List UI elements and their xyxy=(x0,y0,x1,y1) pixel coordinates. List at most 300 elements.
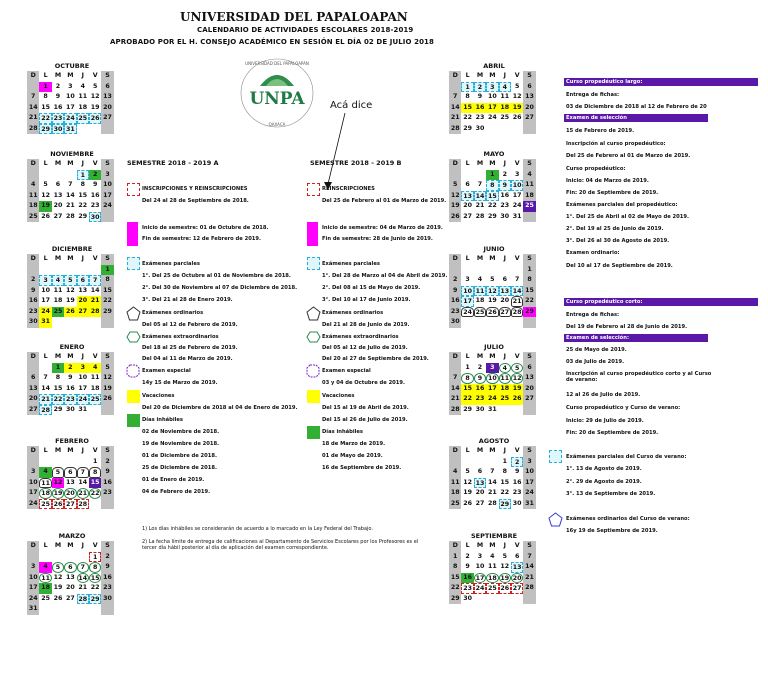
calendar-day xyxy=(89,265,101,276)
calendar-day: 7 xyxy=(523,552,535,563)
weekday-header: J xyxy=(81,160,84,167)
calendar-day: 9 xyxy=(55,93,61,100)
corto-line-10: Exámenes parciales del Curso de verano: xyxy=(566,454,687,460)
calendar-day: 1 xyxy=(465,363,470,371)
calendar-day: 6 xyxy=(477,468,483,475)
calendar-day: 6 xyxy=(101,82,113,93)
calendar-day: 28 xyxy=(41,406,50,414)
calendar-day xyxy=(27,265,39,276)
calendar-day: 20 xyxy=(512,574,522,582)
calendar-day: 20 xyxy=(65,490,75,497)
calendar-day: 8 xyxy=(502,468,507,475)
calendar-day: 20 xyxy=(101,103,113,114)
calendar-day: 14 xyxy=(475,192,485,200)
calendar-day: 14 xyxy=(41,384,50,392)
calendar-day xyxy=(449,265,461,276)
weekday-header: M xyxy=(54,160,62,167)
calendar-day: 5 xyxy=(449,180,461,191)
calendar-day: 3 xyxy=(77,363,89,374)
calendar-day: 14 xyxy=(78,574,88,582)
calendar-day: 11 xyxy=(41,574,50,582)
calendar-day: 18 xyxy=(475,297,485,304)
calendar-day: 17 xyxy=(101,191,113,202)
weekday-header: V xyxy=(514,542,520,549)
corto-line-13: 3°. 13 de Septiembre de 2019. xyxy=(566,491,656,497)
inhabil-a-4: 25 de Diciembre de 2018. xyxy=(142,465,217,471)
calendar-day xyxy=(27,552,39,563)
calendar-day: 9 xyxy=(101,467,113,478)
calendar-day: 18 xyxy=(499,384,511,395)
calendar-day: 28 xyxy=(27,124,39,135)
calendar-day xyxy=(486,265,498,276)
calendar-day: 1 xyxy=(92,457,98,465)
calendar-day: 27 xyxy=(27,405,39,416)
calendar-day xyxy=(77,317,89,328)
calendar-day: 20 xyxy=(65,584,75,591)
calendar-day xyxy=(101,405,113,416)
weekday-header: S xyxy=(523,446,535,457)
calendar-day: 21 xyxy=(89,296,101,307)
calendar-day: 15 xyxy=(449,573,461,584)
calendar-day: 4 xyxy=(477,276,483,283)
calendar-day: 23 xyxy=(53,115,63,122)
calendar-day xyxy=(474,457,486,468)
calendar-day: 10 xyxy=(487,375,497,382)
calendar-day: 4 xyxy=(490,552,495,560)
calendar-octubre xyxy=(27,62,117,134)
calendar-diciembre xyxy=(27,245,117,328)
weekday-header: J xyxy=(503,353,506,360)
calendar-day: 25 xyxy=(27,212,39,223)
weekday-header: V xyxy=(92,160,98,167)
calendar-day: 30 xyxy=(475,124,485,132)
weekday-header: S xyxy=(523,254,535,265)
weekday-header: D xyxy=(27,541,39,552)
calendar-day: 30 xyxy=(463,594,472,602)
calendar-day: 6 xyxy=(523,363,535,374)
calendar-mayo xyxy=(449,150,539,222)
calendar-day xyxy=(52,317,64,328)
corto-line-4: 03 de Julio de 2019. xyxy=(566,359,625,365)
calendar-day: 14 xyxy=(78,478,88,486)
semester-a xyxy=(127,160,307,167)
calendar-day: 24 xyxy=(101,201,113,212)
calendar-day xyxy=(461,170,473,181)
calendar-day: 19 xyxy=(500,574,510,582)
calendar-day: 26 xyxy=(41,212,50,220)
logo-ring-top: UNIVERSIDAD DEL PAPALOAPAN xyxy=(245,61,309,66)
corto-seleccion-header: Examen de selección: xyxy=(564,334,708,342)
calendar-day: 8 xyxy=(465,93,470,100)
calendar-day: 26 xyxy=(500,585,510,592)
calendar-day: 17 xyxy=(27,488,39,499)
calendar-day: 15 xyxy=(90,574,100,582)
weekday-header: S xyxy=(101,254,113,265)
legend-parciales-box xyxy=(127,257,140,270)
ordinarios-a-date: Del 05 al 12 de Febrero de 2019. xyxy=(142,322,238,328)
calendar-day: 16 xyxy=(461,573,473,584)
calendar-day: 22 xyxy=(78,202,88,209)
calendar-day: 14 xyxy=(449,103,461,114)
calendar-day: 26 xyxy=(463,499,472,507)
calendar-day: 6 xyxy=(465,181,470,188)
weekday-header: S xyxy=(101,159,113,170)
calendar-day: 9 xyxy=(92,181,98,188)
calendar-day: 14 xyxy=(523,562,535,573)
calendar-day: 10 xyxy=(27,478,39,489)
calendar-day: 2 xyxy=(101,457,113,468)
calendar-noviembre xyxy=(27,150,117,222)
month-grid xyxy=(27,446,117,509)
legend-inscripciones-box xyxy=(127,183,140,196)
calendar-day: 5 xyxy=(92,82,98,90)
legend-parciales: Exámenes parciales xyxy=(142,261,200,267)
calendar-day xyxy=(474,265,486,276)
weekday-header: J xyxy=(503,542,506,549)
calendar-day xyxy=(52,457,64,468)
calendar-day: 26 xyxy=(512,114,522,121)
month-grid xyxy=(449,71,539,134)
weekday-header: D xyxy=(27,71,39,82)
annotation-arrow xyxy=(310,110,350,190)
calendar-day: 13 xyxy=(475,479,485,487)
legend-vacaciones-b: Vacaciones xyxy=(322,393,355,399)
calendar-day: 4 xyxy=(80,82,85,90)
weekday-header: M xyxy=(476,72,484,79)
weekday-header: V xyxy=(514,255,520,262)
calendar-day: 11 xyxy=(475,287,485,295)
calendar-day: 4 xyxy=(39,467,51,478)
calendar-day: 4 xyxy=(89,363,101,374)
calendar-day: 6 xyxy=(502,276,507,283)
calendar-day: 22 xyxy=(461,394,473,405)
calendar-day xyxy=(461,317,473,328)
calendar-day: 28 xyxy=(487,499,497,507)
weekday-header: J xyxy=(503,72,506,79)
calendar-day: 10 xyxy=(487,93,497,100)
legend-vacaciones: Vacaciones xyxy=(142,393,175,399)
corto-line-14: Exámenes ordinarios del Curso de verano: xyxy=(566,516,690,522)
weekday-header: M xyxy=(67,72,74,79)
calendar-day: 5 xyxy=(502,552,507,560)
especial-a-date: 14y 15 de Marzo de 2019. xyxy=(142,380,218,386)
calendar-day: 4 xyxy=(449,467,461,478)
calendar-agosto xyxy=(449,437,539,509)
calendar-day: 10 xyxy=(27,573,39,584)
calendar-day: 29 xyxy=(53,405,63,413)
calendar-day: 12 xyxy=(52,478,64,489)
calendar-abril xyxy=(449,62,539,134)
semester-b-title: SEMESTRE 2018 - 2019 B xyxy=(310,159,402,167)
calendar-day: 2 xyxy=(465,552,470,560)
calendar-day: 10 xyxy=(65,93,75,100)
month-grid xyxy=(27,352,117,415)
weekday-header: V xyxy=(514,160,520,167)
calendar-day: 6 xyxy=(514,552,520,560)
calendar-day: 15 xyxy=(461,103,473,114)
calendar-day: 19 xyxy=(101,384,113,395)
calendar-day: 4 xyxy=(52,275,64,286)
calendar-day: 16 xyxy=(27,296,39,307)
weekday-header: L xyxy=(465,542,470,549)
calendar-day: 31 xyxy=(512,212,522,220)
calendar-day xyxy=(449,363,461,374)
calendar-day: 5 xyxy=(490,276,495,283)
calendar-day: 28 xyxy=(78,595,88,603)
calendar-day: 28 xyxy=(449,405,461,416)
calendar-day: 29 xyxy=(463,405,472,413)
legend-parciales-b-box xyxy=(307,257,320,270)
calendar-day xyxy=(523,594,535,605)
calendar-day: 20 xyxy=(475,489,485,496)
calendar-day: 29 xyxy=(41,125,50,133)
calendar-day xyxy=(52,265,64,276)
weekday-header: M xyxy=(54,447,62,454)
calendar-day: 30 xyxy=(27,317,39,328)
parcial-b-2: 2°. Del 08 al 15 de Mayo de 2019. xyxy=(322,285,421,291)
calendar-day xyxy=(77,457,89,468)
weekday-header: M xyxy=(54,72,62,79)
month-name: FEBRERO xyxy=(55,437,89,445)
calendar-day: 3 xyxy=(486,363,498,374)
calendar-day xyxy=(27,170,39,181)
calendar-day: 6 xyxy=(64,562,76,573)
calendar-day: 31 xyxy=(523,499,535,510)
calendar-day: 1 xyxy=(449,552,461,563)
calendar-day xyxy=(486,457,498,468)
calendar-day xyxy=(64,317,76,328)
calendar-day: 10 xyxy=(523,467,535,478)
calendar-day: 17 xyxy=(475,574,485,582)
weekday-header: D xyxy=(27,254,39,265)
calendar-day: 1 xyxy=(52,363,64,374)
calendar-day xyxy=(64,604,76,615)
calendar-day: 8 xyxy=(89,467,101,478)
calendar-day: 12 xyxy=(463,478,472,486)
calendar-day: 24 xyxy=(512,202,522,209)
legend-examen-especial-b: Examen especial xyxy=(322,368,371,374)
calendar-day xyxy=(511,405,523,416)
calendar-day: 1 xyxy=(77,170,89,181)
weekday-header: M xyxy=(489,255,496,262)
calendar-day: 15 xyxy=(487,192,497,200)
calendar-day xyxy=(39,265,51,276)
weekday-header: V xyxy=(514,353,520,360)
calendar-day: 15 xyxy=(53,384,63,392)
weekday-header: M xyxy=(54,542,62,549)
inhabil-a-1: 02 de Noviembre de 2018. xyxy=(142,429,220,435)
calendar-day: 7 xyxy=(490,468,495,475)
weekday-header: J xyxy=(503,255,506,262)
calendar-day: 28 xyxy=(65,212,75,220)
calendar-day: 31 xyxy=(39,317,51,328)
weekday-header: D xyxy=(27,159,39,170)
calendar-day: 28 xyxy=(89,307,101,318)
calendar-day: 21 xyxy=(475,202,485,209)
weekday-header: D xyxy=(449,254,461,265)
calendar-day: 21 xyxy=(523,573,535,584)
legend-extra-hexagon xyxy=(126,331,141,343)
especial-b-date: 03 y 04 de Octubre de 2019. xyxy=(322,380,405,386)
calendar-day: 7 xyxy=(77,562,89,573)
calendar-day: 31 xyxy=(27,604,39,615)
calendar-day: 26 xyxy=(449,212,461,223)
calendar-day xyxy=(27,457,39,468)
legend-vacaciones-box xyxy=(127,390,140,403)
calendar-day xyxy=(101,212,113,223)
calendar-day: 22 xyxy=(101,296,113,307)
calendar-day: 22 xyxy=(90,584,100,591)
calendar-day: 20 xyxy=(77,296,89,307)
calendar-day: 8 xyxy=(55,374,61,381)
calendar-day: 10 xyxy=(512,182,522,189)
calendar-day: 6 xyxy=(27,373,39,384)
calendar-day xyxy=(486,317,498,328)
calendar-day: 1 xyxy=(486,170,498,181)
approval-line: APROBADO POR EL H. CONSEJO ACADÉMICO EN SESIÓN EL DÍA 02 DE JULIO 2018 xyxy=(110,38,434,46)
calendar-day: 25 xyxy=(41,500,50,508)
weekday-header: D xyxy=(449,71,461,82)
calendar-day xyxy=(474,594,486,605)
calendar-day: 2 xyxy=(27,275,39,286)
calendar-day: 8 xyxy=(486,180,498,191)
calendar-day: 30 xyxy=(475,405,485,413)
weekday-header: J xyxy=(81,542,84,549)
calendar-day: 1 xyxy=(502,457,507,465)
calendar-day: 10 xyxy=(41,286,50,294)
calendar-day xyxy=(101,124,113,135)
calendar-day: 5 xyxy=(64,275,76,286)
corto-line-7: Curso propedéutico y Curso de verano: xyxy=(566,405,681,411)
calendar-day: 14 xyxy=(449,384,461,395)
weekday-header: S xyxy=(523,159,535,170)
calendar-day: 19 xyxy=(53,490,63,497)
calendar-day: 7 xyxy=(77,467,89,478)
annotation-text: Acá dice xyxy=(330,100,373,111)
calendar-day xyxy=(523,212,535,223)
calendar-day: 17 xyxy=(65,103,75,111)
weekday-header: V xyxy=(92,353,98,360)
calendar-day xyxy=(486,594,498,605)
weekday-header: J xyxy=(81,255,84,262)
calendar-day: 11 xyxy=(27,191,39,202)
month-name: MAYO xyxy=(483,150,505,158)
calendar-day: 30 xyxy=(53,125,63,133)
calendar-day: 3 xyxy=(39,275,51,286)
calendar-day: 8 xyxy=(43,93,48,100)
largo-seleccion-header: Examen de selección xyxy=(564,114,708,122)
legend-inhabiles-b: Días inhábiles xyxy=(322,429,364,435)
weekday-header: L xyxy=(43,72,48,79)
calendar-day: 14 xyxy=(27,103,39,114)
calendar-day: 19 xyxy=(463,489,472,496)
weekday-header: D xyxy=(449,159,461,170)
calendar-day xyxy=(511,594,523,605)
calendar-day: 21 xyxy=(41,396,50,403)
legend-ordinarios-b: Exámenes ordinarios xyxy=(322,310,384,316)
calendar-day xyxy=(39,552,51,563)
largo-line-4: Inscripción al curso propedéutico: xyxy=(566,141,666,147)
calendar-day: 28 xyxy=(475,212,485,220)
calendar-day: 3 xyxy=(68,82,73,90)
corto-line-1: Entrega de fichas: xyxy=(566,312,620,318)
weekday-header: M xyxy=(476,447,484,454)
calendar-day: 7 xyxy=(477,181,483,188)
calendar-day xyxy=(77,265,89,276)
month-grid xyxy=(27,541,117,615)
calendar-day: 5 xyxy=(465,468,470,475)
weekday-header: L xyxy=(43,160,48,167)
calendar-day xyxy=(499,405,511,416)
calendar-day: 27 xyxy=(512,585,522,592)
calendar-day: 26 xyxy=(90,115,100,122)
calendar-day: 23 xyxy=(90,202,100,209)
extra-b-1: Del 05 al 12 de Julio de 2019. xyxy=(322,345,408,351)
largo-line-5: Del 25 de Febrero al 01 de Marzo de 2019. xyxy=(566,153,691,159)
calendar-day: 23 xyxy=(500,202,510,209)
vacaciones-b-1: Del 15 al 19 de Abril de 2019. xyxy=(322,405,409,411)
weekday-header: M xyxy=(67,353,74,360)
calendar-day: 25 xyxy=(500,114,510,121)
largo-line-14: Del 10 al 17 de Septiembre de 2019. xyxy=(566,263,673,269)
calendar-day: 8 xyxy=(80,181,85,188)
weekday-header: V xyxy=(92,447,98,454)
month-name: JUNIO xyxy=(483,245,505,253)
calendar-day: 21 xyxy=(78,490,88,497)
calendar-day: 12 xyxy=(512,375,522,382)
corto-line-8: Inicio: 29 de Julio de 2019. xyxy=(566,418,644,424)
calendar-day: 29 xyxy=(463,124,472,132)
weekday-header: L xyxy=(43,447,48,454)
calendar-day: 3 xyxy=(27,467,39,478)
calendar-day: 13 xyxy=(53,191,63,199)
inhabil-b-1: 18 de Marzo de 2019. xyxy=(322,441,386,447)
semester-a-end: Fin de semestre: 12 de Febrero de 2019. xyxy=(142,236,261,242)
calendar-day: 19 xyxy=(511,103,523,114)
calendar-day: 26 xyxy=(487,308,497,316)
calendar-day: 27 xyxy=(77,307,89,318)
largo-line-2: 03 de Diciembre de 2018 al 12 de Febrero de 20 xyxy=(566,104,707,110)
calendar-day: 3 xyxy=(477,552,483,560)
calendar-day xyxy=(101,499,113,510)
calendar-day: 5 xyxy=(52,467,64,478)
semester-a-start: Inicio de semestre: 01 de Octubre de 2018. xyxy=(142,225,269,231)
calendar-day: 29 xyxy=(90,595,100,603)
calendar-day: 30 xyxy=(65,405,75,413)
calendar-day xyxy=(511,124,523,135)
calendar-day: 18 xyxy=(90,384,100,392)
ordinarios-b-date: Del 21 al 28 de Junio de 2019. xyxy=(322,322,410,328)
calendar-day: 12 xyxy=(487,287,497,295)
largo-line-13: Examen ordinario: xyxy=(566,250,620,256)
calendar-day: 13 xyxy=(512,564,522,571)
largo-line-12: 3°. Del 26 al 30 de Agosto de 2019. xyxy=(566,238,670,244)
calendar-day: 5 xyxy=(514,82,520,90)
calendar-day: 9 xyxy=(27,286,39,297)
calendar-day: 20 xyxy=(53,202,63,209)
weekday-header: S xyxy=(101,352,113,363)
calendar-day: 14 xyxy=(65,191,75,199)
calendar-day xyxy=(52,604,64,615)
calendar-day: 1 xyxy=(89,552,101,563)
calendar-day xyxy=(39,363,51,374)
month-grid xyxy=(27,254,117,328)
calendar-day: 26 xyxy=(101,394,113,405)
inhabil-a-6: 04 de Febrero de 2019. xyxy=(142,489,211,495)
calendar-day: 7 xyxy=(43,374,48,381)
calendar-day xyxy=(77,604,89,615)
calendar-day: 8 xyxy=(523,275,535,286)
